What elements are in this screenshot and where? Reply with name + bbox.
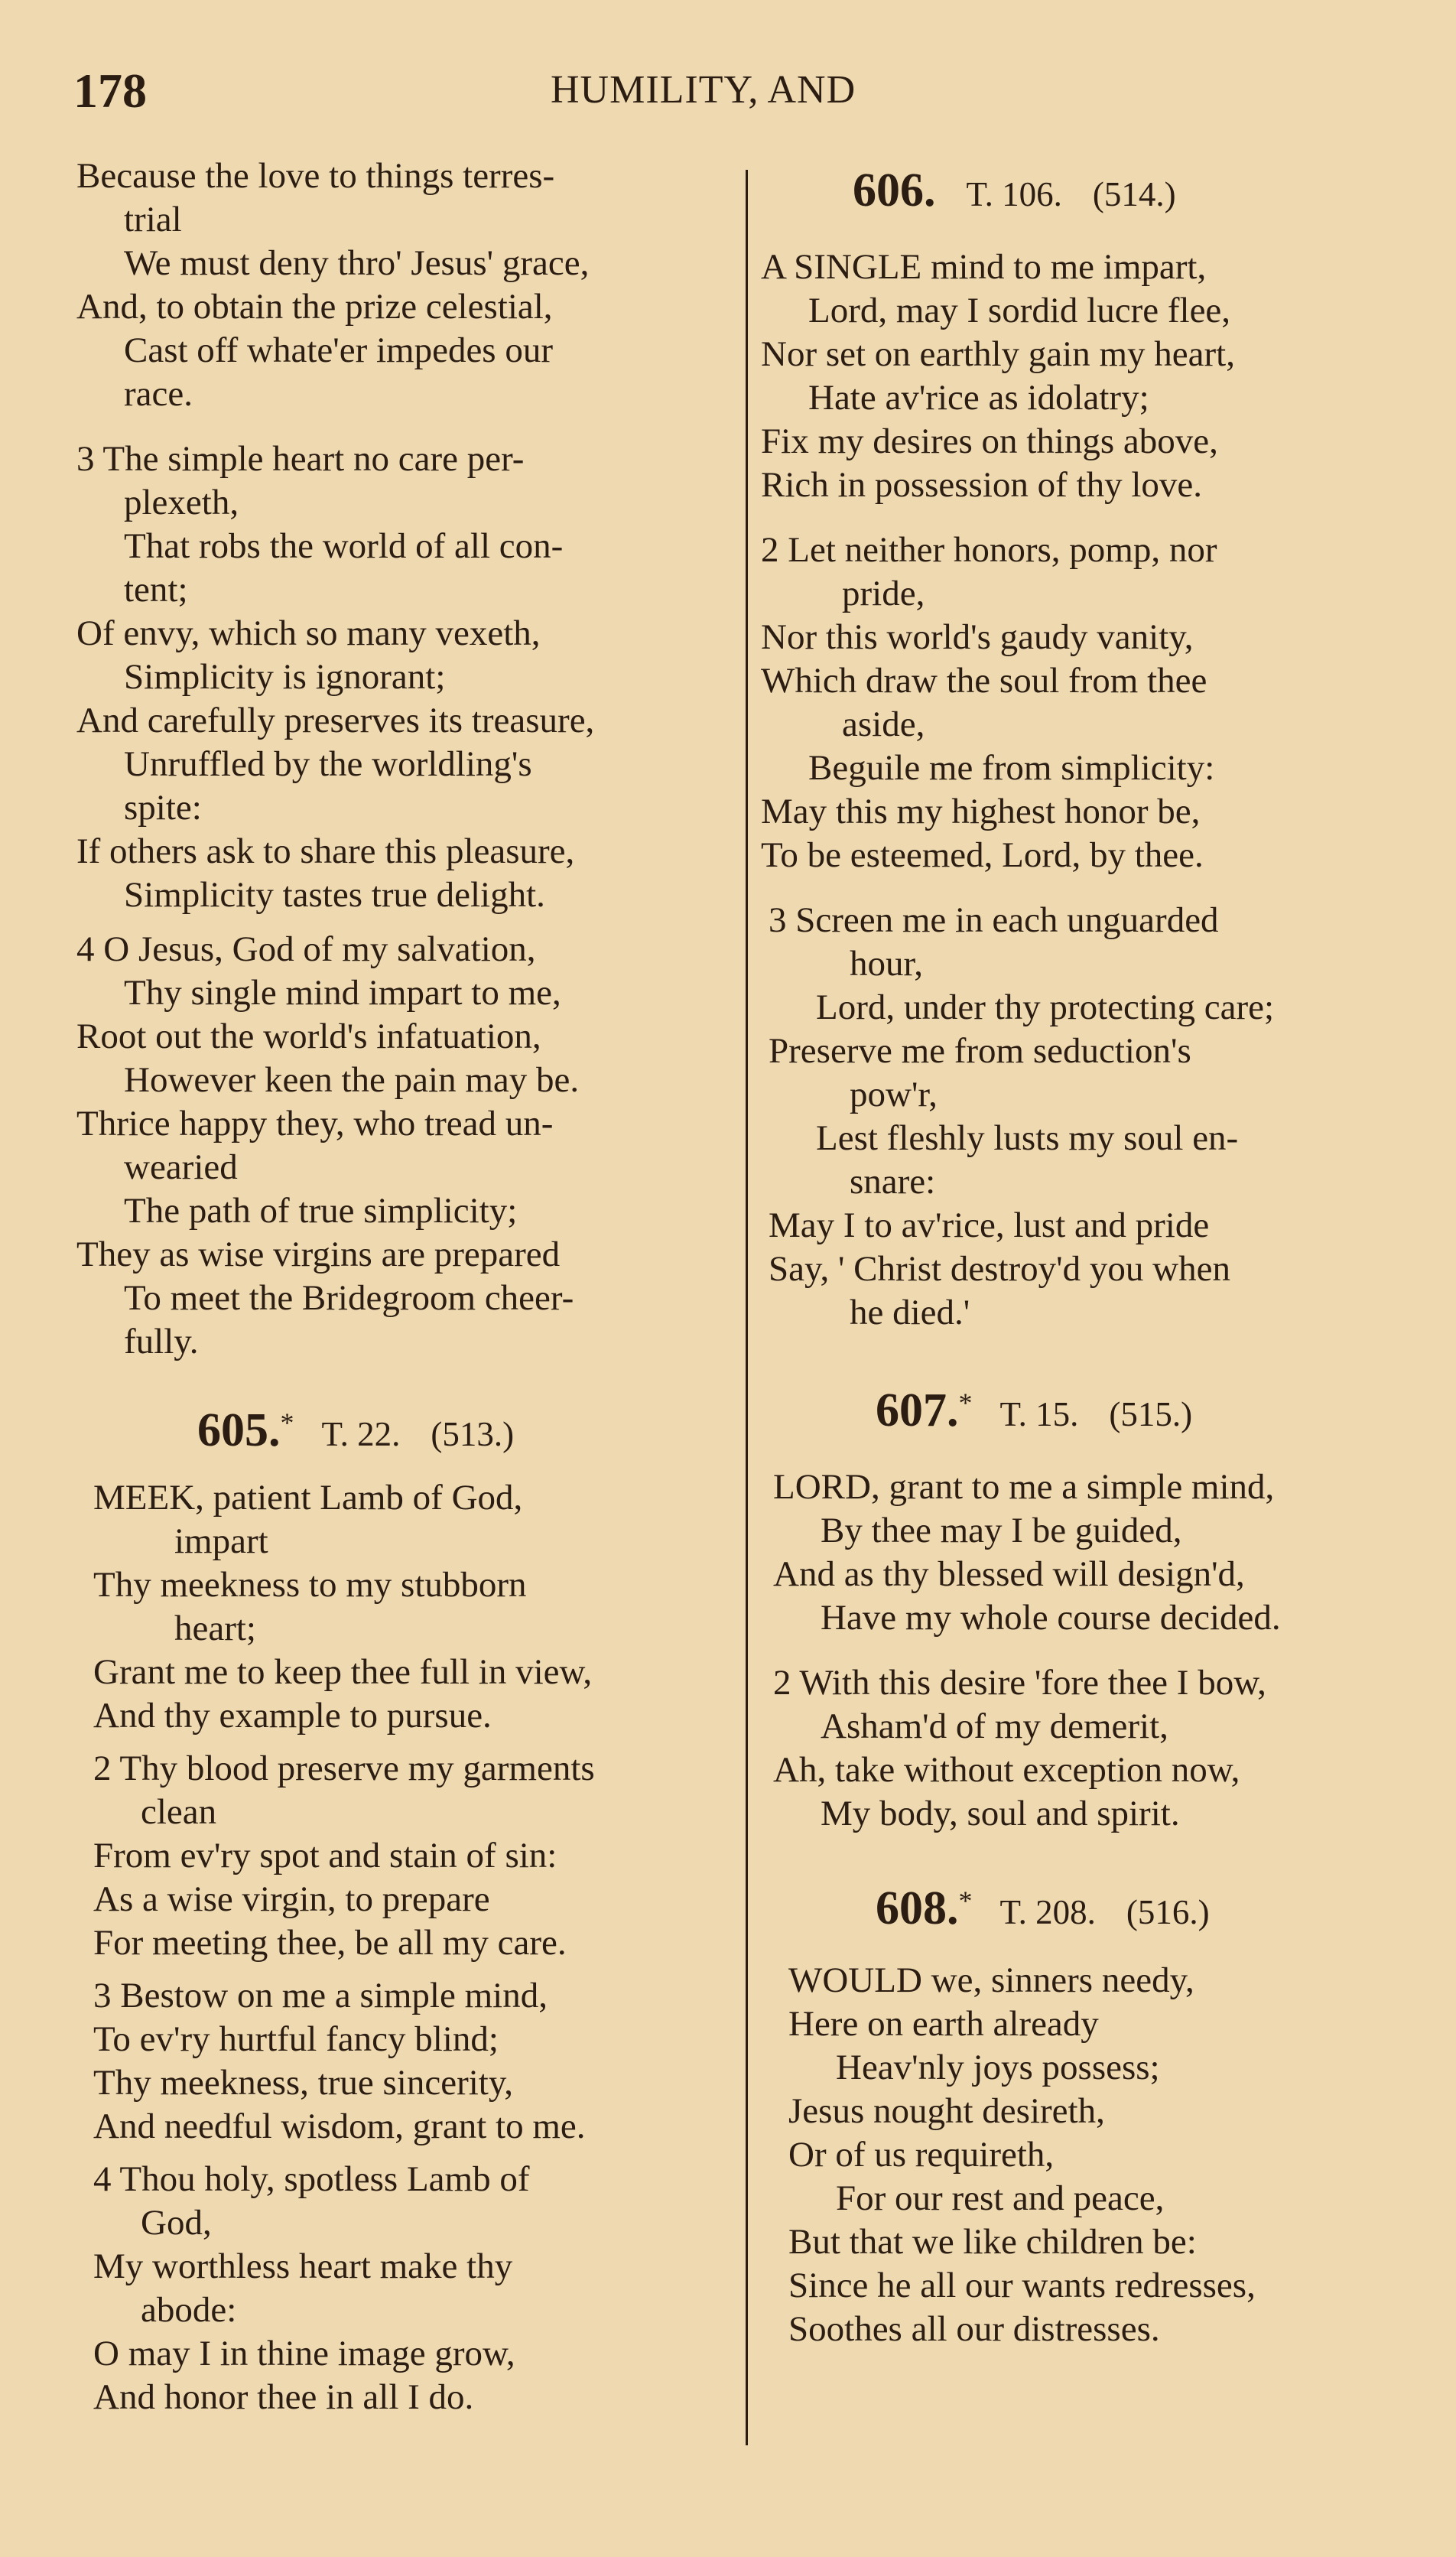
verse-line: To ev'ry hurtful fancy blind; xyxy=(93,2019,499,2059)
tune-number: T. 22. xyxy=(321,1415,401,1453)
verse-line: Hate av'rice as idolatry; xyxy=(808,378,1149,418)
verse-line: aside, xyxy=(842,704,925,744)
verse-line: Or of us requireth, xyxy=(788,2135,1055,2175)
verse-line: Have my whole course decided. xyxy=(821,1598,1281,1638)
verse-line: abode: xyxy=(141,2290,237,2330)
hymn-605-heading xyxy=(76,1404,740,1458)
verse-line: Fix my desires on things above, xyxy=(761,421,1218,461)
verse-line: My worthless heart make thy xyxy=(93,2246,513,2286)
verse-line: To be esteemed, Lord, by thee. xyxy=(761,835,1204,875)
verse-line: wearied xyxy=(124,1147,238,1187)
verse-line: WOULD we, sinners needy, xyxy=(788,1960,1194,2000)
verse-line: If others ask to share this pleasure, xyxy=(76,831,575,871)
hymn-number: 606. xyxy=(853,164,936,216)
verse-line: 2 Thy blood preserve my garments xyxy=(93,1749,595,1788)
asterisk-mark: * xyxy=(280,1407,294,1438)
verse-line: By thee may I be guided, xyxy=(821,1511,1182,1550)
hymn-606-verse-3 xyxy=(761,899,1425,1335)
verse-line: tent; xyxy=(124,570,188,610)
verse-line: Preserve me from seduction's xyxy=(769,1031,1191,1071)
asterisk-mark: * xyxy=(958,1885,973,1916)
hymn-605-verse-1 xyxy=(76,1476,740,1738)
verse-line: impart xyxy=(174,1521,268,1561)
hymn-605-verse-3 xyxy=(76,1974,740,2149)
old-number: (515.) xyxy=(1109,1395,1193,1433)
old-number: (513.) xyxy=(431,1415,515,1453)
verse-4 xyxy=(76,928,740,1364)
verse-3 xyxy=(76,438,740,917)
verse-line: plexeth, xyxy=(124,483,239,522)
hymn-606-verse-2 xyxy=(761,529,1425,877)
verse-line: Thy single mind impart to me, xyxy=(124,973,561,1013)
verse-line: Which draw the soul from thee xyxy=(761,661,1207,701)
verse-line: Lest fleshly lusts my soul en- xyxy=(816,1118,1239,1158)
verse-line: pow'r, xyxy=(850,1075,938,1114)
verse-line: Asham'd of my demerit, xyxy=(821,1706,1168,1746)
verse-line: Ah, take without exception now, xyxy=(773,1750,1240,1790)
hymn-606-heading xyxy=(761,164,1425,218)
verse-line: Soothes all our distresses. xyxy=(788,2309,1160,2349)
verse-line: For our rest and peace, xyxy=(836,2178,1165,2218)
verse-line: hour, xyxy=(850,944,924,984)
page-number: 178 xyxy=(73,63,147,118)
verse-line: My body, soul and spirit. xyxy=(821,1794,1180,1833)
verse-line: Grant me to keep thee full in view, xyxy=(93,1652,593,1692)
verse-line: And, to obtain the prize celestial, xyxy=(76,287,553,327)
verse-line: And as thy blessed will design'd, xyxy=(773,1554,1245,1594)
verse-line: heart; xyxy=(174,1609,256,1648)
verse-line: 3 The simple heart no care per- xyxy=(76,439,525,479)
hymn-number: 607. xyxy=(876,1384,959,1436)
verse-line: For meeting thee, be all my care. xyxy=(93,1923,567,1963)
verse-line: But that we like children be: xyxy=(788,2222,1197,2262)
hymn-number: 605. xyxy=(197,1404,281,1456)
verse-line: The path of true simplicity; xyxy=(124,1191,518,1231)
verse-line: Nor this world's gaudy vanity, xyxy=(761,617,1194,657)
verse-line: Root out the world's infatuation, xyxy=(76,1017,541,1056)
verse-line: he died.' xyxy=(850,1293,970,1332)
verse-line: 4 Thou holy, spotless Lamb of xyxy=(93,2159,530,2199)
verse-line: That robs the world of all con- xyxy=(124,526,564,566)
verse-line: And carefully preserves its treasure, xyxy=(76,701,595,740)
verse-line: race. xyxy=(124,374,193,414)
verse-line: However keen the pain may be. xyxy=(124,1060,580,1100)
hymn-607-heading xyxy=(761,1384,1425,1438)
verse-line: 3 Bestow on me a simple mind, xyxy=(93,1976,548,2015)
verse-line: God, xyxy=(141,2203,212,2243)
verse-line: 2 With this desire 'fore thee I bow, xyxy=(773,1663,1266,1703)
verse-line: Beguile me from simplicity: xyxy=(808,748,1215,788)
verse-line: And honor thee in all I do. xyxy=(93,2377,474,2417)
verse-line: To meet the Bridegroom cheer- xyxy=(124,1278,574,1318)
verse-line: From ev'ry spot and stain of sin: xyxy=(93,1836,557,1875)
hymn-608-heading xyxy=(761,1882,1425,1936)
verse-line: A SINGLE mind to me impart, xyxy=(761,247,1207,287)
hymn-604-continuation xyxy=(76,155,740,416)
verse-line: 4 O Jesus, God of my salvation, xyxy=(76,929,536,969)
verse-line: clean xyxy=(141,1792,217,1832)
verse-line: And needful wisdom, grant to me. xyxy=(93,2106,586,2146)
verse-line: LORD, grant to me a simple mind, xyxy=(773,1467,1275,1507)
verse-line: Lord, may I sordid lucre flee, xyxy=(808,291,1231,330)
verse-line: Because the love to things terres- xyxy=(76,156,555,196)
verse-line: Nor set on earthly gain my heart, xyxy=(761,334,1235,374)
asterisk-mark: * xyxy=(958,1387,973,1418)
verse-line: Simplicity is ignorant; xyxy=(124,657,446,697)
tune-number: T. 208. xyxy=(999,1893,1096,1931)
verse-line: MEEK, patient Lamb of God, xyxy=(93,1478,523,1518)
verse-line: As a wise virgin, to prepare xyxy=(93,1879,490,1919)
verse-line: O may I in thine image grow, xyxy=(93,2334,515,2373)
verse-line: 2 Let neither honors, pomp, nor xyxy=(761,530,1217,570)
verse-line: Heav'nly joys possess; xyxy=(836,2048,1160,2087)
verse-line: snare: xyxy=(850,1162,936,1202)
hymn-606-verse-1 xyxy=(761,246,1425,507)
verse-line: Cast off whate'er impedes our xyxy=(124,330,553,370)
verse-line: Say, ' Christ destroy'd you when xyxy=(769,1249,1230,1289)
verse-line: Since he all our wants redresses, xyxy=(788,2266,1256,2305)
verse-line: Simplicity tastes true delight. xyxy=(124,875,545,915)
hymn-608-verse-1 xyxy=(761,1959,1425,2351)
verse-line: We must deny thro' Jesus' grace, xyxy=(124,243,590,283)
verse-line: trial xyxy=(124,200,182,239)
verse-line: Of envy, which so many vexeth, xyxy=(76,613,541,653)
right-column xyxy=(761,155,1425,2351)
verse-line: Thy meekness to my stubborn xyxy=(93,1565,527,1605)
verse-line: Unruffled by the worldling's xyxy=(124,744,532,784)
hymn-605-verse-4 xyxy=(76,2158,740,2419)
verse-line: Rich in possession of thy love. xyxy=(761,465,1203,505)
column-divider xyxy=(746,170,748,2445)
hymn-605-verse-2 xyxy=(76,1747,740,1965)
verse-line: May I to av'rice, lust and pride xyxy=(769,1205,1210,1245)
verse-line: 3 Screen me in each unguarded xyxy=(769,900,1219,940)
tune-number: T. 106. xyxy=(966,175,1062,213)
verse-line: Thrice happy they, who tread un- xyxy=(76,1104,554,1143)
hymn-number: 608. xyxy=(876,1882,959,1934)
old-number: (516.) xyxy=(1126,1893,1210,1931)
old-number: (514.) xyxy=(1092,175,1176,213)
verse-line: They as wise virgins are prepared xyxy=(76,1235,561,1274)
verse-line: Lord, under thy protecting care; xyxy=(816,987,1275,1027)
verse-line: Here on earth already xyxy=(788,2004,1099,2044)
verse-line: Jesus nought desireth, xyxy=(788,2091,1105,2131)
running-head: HUMILITY, AND xyxy=(551,68,856,112)
verse-line: And thy example to pursue. xyxy=(93,1696,492,1736)
verse-line: fully. xyxy=(124,1322,199,1361)
verse-line: pride, xyxy=(842,574,925,613)
hymn-607-verse-2 xyxy=(761,1661,1425,1836)
verse-line: Thy meekness, true sincerity, xyxy=(93,2063,514,2103)
hymn-607-verse-1 xyxy=(761,1466,1425,1640)
left-column xyxy=(76,155,740,2419)
verse-line: May this my highest honor be, xyxy=(761,792,1201,831)
verse-line: spite: xyxy=(124,788,202,828)
tune-number: T. 15. xyxy=(999,1395,1079,1433)
